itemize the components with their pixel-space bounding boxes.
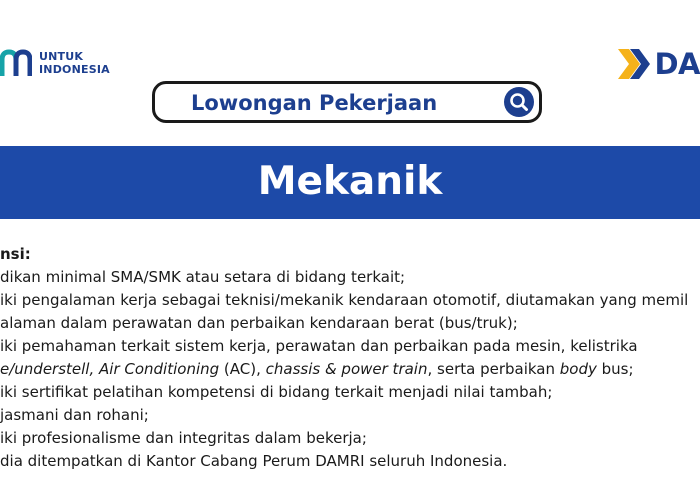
search-icon[interactable] bbox=[504, 87, 534, 117]
text-segment: iki sertifikat pelatihan kompetensi di bidang terkait menjadi nilai tambah; bbox=[0, 383, 553, 401]
requirement-item bbox=[0, 290, 688, 310]
requirement-item bbox=[0, 313, 518, 333]
requirement-item bbox=[0, 267, 405, 287]
damri-logo bbox=[618, 46, 700, 82]
bumn-logo bbox=[0, 42, 110, 84]
bumn-logo-icon bbox=[0, 42, 32, 84]
italic-term: body bbox=[559, 360, 597, 378]
damri-chevron-icon bbox=[618, 49, 650, 79]
requirement-item bbox=[0, 359, 634, 379]
text-segment: dikan minimal SMA/SMK atau setara di bidang terkait; bbox=[0, 268, 406, 286]
requirement-item bbox=[0, 405, 149, 425]
requirement-item bbox=[0, 451, 507, 471]
text-segment: alaman dalam perawatan dan perbaikan kendaraan berat (bus/truk); bbox=[0, 314, 518, 332]
italic-term: chassis & power train bbox=[265, 360, 428, 378]
text-segment: iki pemahaman terkait sistem kerja, perawatan dan perbaikan pada mesin, kelistrika bbox=[0, 337, 638, 355]
text-segment: iki profesionalisme dan integritas dalam bekerja; bbox=[0, 429, 367, 447]
requirement-item bbox=[0, 428, 367, 448]
text-segment: (AC), bbox=[219, 360, 266, 378]
bumn-logo-text bbox=[39, 50, 110, 76]
text-segment: bus; bbox=[596, 360, 634, 378]
italic-term: e/understell, Air Conditioning bbox=[0, 360, 220, 378]
text-segment: jasmani dan rohani; bbox=[0, 406, 149, 424]
text-segment: , serta perbaikan bbox=[427, 360, 560, 378]
requirement-item bbox=[0, 382, 552, 402]
text-segment: iki pengalaman kerja sebagai teknisi/mekanik kendaraan otomotif, diutamakan yang memil bbox=[0, 291, 689, 309]
requirements-heading: nsi: bbox=[0, 245, 31, 263]
requirement-item bbox=[0, 336, 638, 356]
job-title: Mekanik bbox=[257, 159, 443, 204]
text-segment: dia ditempatkan di Kantor Cabang Perum DAMRI seluruh Indonesia. bbox=[0, 452, 508, 470]
requirements-list bbox=[0, 240, 700, 480]
search-bar[interactable] bbox=[152, 81, 542, 123]
logo-line-2: INDONESIA bbox=[39, 63, 110, 76]
title-banner bbox=[0, 146, 700, 219]
logo-line-1: UNTUK bbox=[39, 50, 84, 63]
damri-logo-text: DA bbox=[654, 47, 700, 81]
search-label: Lowongan Pekerjaan bbox=[191, 91, 438, 115]
